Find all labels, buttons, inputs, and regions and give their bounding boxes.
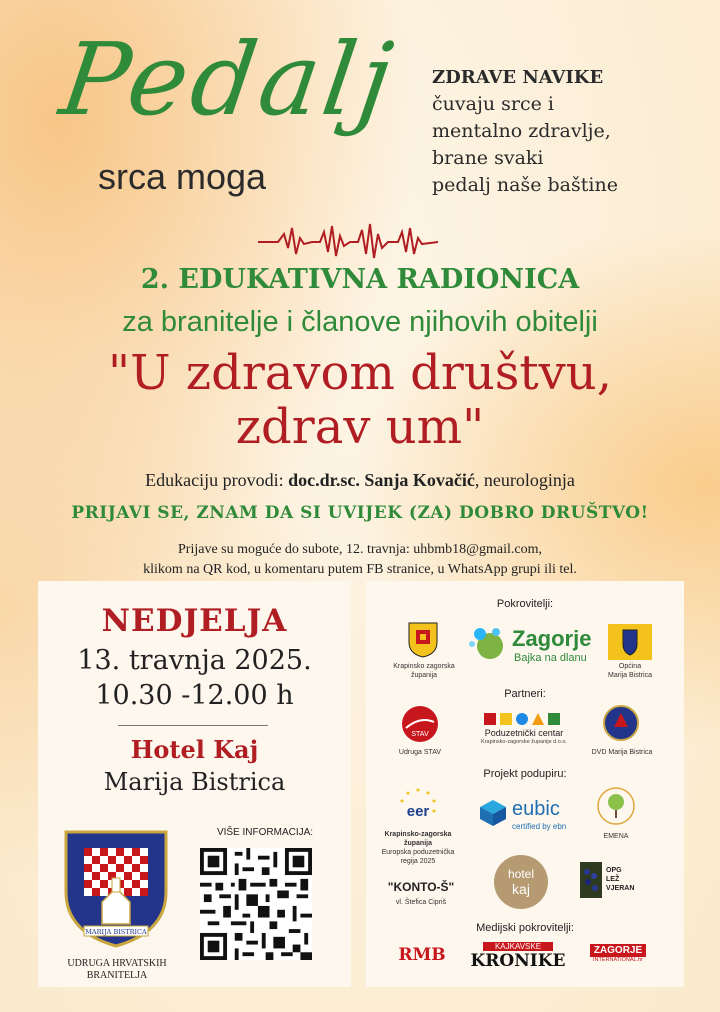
konto-s-tagline: vl. Štefica Cipriš xyxy=(395,899,447,906)
slogan: PRIJAVI SE, ZNAM DA SI UVIJEK (ZA) DOBRO DRUŠTVO! xyxy=(71,503,649,523)
eubic-tagline: certified by ebn xyxy=(512,822,567,831)
divider xyxy=(118,725,268,726)
dvd-caption: DVD Marija Bistrica xyxy=(591,749,653,756)
municipality-coat-of-arms-icon xyxy=(608,624,652,660)
county-caption-line2: županija xyxy=(410,672,438,679)
event-date: 13. travnja 2025. xyxy=(77,645,312,676)
county-coat-of-arms-icon xyxy=(408,622,438,658)
association-name-line2: BRANITELJA xyxy=(86,970,148,981)
opg-berries-icon xyxy=(580,862,602,898)
lecturer-name: doc.dr.sc. Sanja Kovačić xyxy=(288,470,475,490)
opg-line3: VJERAN xyxy=(606,885,635,892)
stav-badge-text: STAV xyxy=(411,731,429,738)
event-venue: Hotel Kaj xyxy=(130,735,259,764)
zagorje-tagline: Bajka na dlanu xyxy=(514,652,587,664)
tagline xyxy=(432,64,702,199)
municipality-caption-line2: Marija Bistrica xyxy=(608,672,652,679)
lecturer-info xyxy=(0,470,720,491)
qr-code[interactable] xyxy=(200,848,312,960)
rmb-logo: RMB xyxy=(398,945,446,965)
workshop-heading: 2. EDUKATIVNA RADIONICA xyxy=(140,264,580,295)
municipality-caption xyxy=(596,662,664,680)
poduzetnicki-shapes-icon xyxy=(484,712,562,726)
association-name xyxy=(46,958,188,982)
association-name-line1: UDRUGA HRVATSKIH xyxy=(67,958,167,969)
partners-label: Partneri: xyxy=(504,688,546,700)
crest-text: MARIJA BISTRICA xyxy=(85,928,147,936)
konto-s-logo-text: "KONTO-Š" xyxy=(387,880,455,894)
signup-info xyxy=(0,540,720,580)
heartbeat-line-icon xyxy=(258,218,438,262)
tagline-head: ZDRAVE NAVIKE xyxy=(432,67,604,88)
county-caption xyxy=(380,662,468,680)
signup-line2: klikom na QR kod, u komentaru putem FB stranice, u WhatsApp grupi ili tel. xyxy=(143,562,577,577)
hotel-kaj-line2: kaj xyxy=(512,881,530,897)
lecturer-role: , neurologinja xyxy=(474,470,575,490)
zagorje-int-sub: INTERNATIONAL.hr xyxy=(592,957,643,963)
zagorje-logo-text: Zagorje xyxy=(512,626,592,651)
eer-caption-line3: Europska poduzetnička xyxy=(381,849,455,856)
workshop-audience: za branitelje i članove njihovih obitelji xyxy=(122,306,598,338)
tagline-line: mentalno zdravlje, xyxy=(432,120,611,142)
lecturer-prefix: Edukaciju provodi: xyxy=(145,470,284,490)
media-label: Medijski pokrovitelji: xyxy=(476,922,574,934)
hotel-kaj-line1: hotel xyxy=(507,867,535,881)
zagorje-international-logo xyxy=(590,944,646,963)
signup-line1: Prijave su moguće do subote, 12. travnja: uhbmb18@gmail.com, xyxy=(178,542,542,557)
event-title xyxy=(0,346,720,454)
emena-caption: EMENA xyxy=(603,833,629,840)
municipality-caption-line1: Općina xyxy=(618,663,642,670)
eer-caption-line4: regija 2025 xyxy=(400,858,436,865)
stav-caption: Udruga STAV xyxy=(398,749,442,756)
event-title-line1: "U zdravom društvu, xyxy=(108,345,612,401)
opg-text xyxy=(606,866,634,893)
tagline-line: čuvaju srce i xyxy=(432,93,554,115)
poduzetnicki-name: Poduzetnički centar xyxy=(484,728,564,738)
zagorje-int-name: ZAGORJE xyxy=(590,944,646,957)
eer-caption-line1: Krapinsko-zagorska xyxy=(384,831,452,838)
emena-tree-icon xyxy=(596,786,636,826)
eer-mark: eer xyxy=(406,803,430,820)
event-title-line2: zdrav um" xyxy=(235,399,485,455)
eubic-logo-text: eubic xyxy=(512,798,560,820)
eer-caption xyxy=(380,830,456,866)
kajkavske-kronike-logo xyxy=(460,942,576,971)
hotel-kaj-logo xyxy=(494,855,548,909)
event-day: NEDJELJA xyxy=(101,603,288,639)
qr-label: VIŠE INFORMACIJA: xyxy=(216,827,314,838)
stav-logo-icon xyxy=(400,704,440,744)
kronike-name: KRONIKE xyxy=(470,951,566,971)
event-city: Marija Bistrica xyxy=(103,768,286,796)
poduzetnicki-tagline: Krapinsko-zagorske županije d.o.o. xyxy=(481,739,567,745)
kajkavske-top: KAJKAVSKE xyxy=(483,942,553,951)
opg-line1: OPG xyxy=(606,867,622,874)
pedalj-logo-word: Pedalj xyxy=(53,21,403,138)
tagline-line: brane svaki xyxy=(432,147,544,169)
patrons-label: Pokrovitelji: xyxy=(496,598,554,610)
event-time: 10.30 -12.00 h xyxy=(95,680,294,711)
pedalj-logo-subtitle: srca moga xyxy=(98,156,267,197)
association-crest-icon xyxy=(62,828,170,948)
opg-line2: LEŽ xyxy=(606,876,620,883)
eer-logo-icon xyxy=(396,786,440,826)
eubic-cube-icon xyxy=(478,798,508,828)
dvd-firefighter-emblem-icon xyxy=(602,703,640,743)
zagorje-bubbles-icon xyxy=(468,624,510,660)
tagline-line: pedalj naše baštine xyxy=(432,174,618,196)
eer-caption-line2: županija xyxy=(403,840,432,847)
county-caption-line1: Krapinsko zagorska xyxy=(393,663,455,670)
supporters-label: Projekt podupiru: xyxy=(483,768,567,780)
